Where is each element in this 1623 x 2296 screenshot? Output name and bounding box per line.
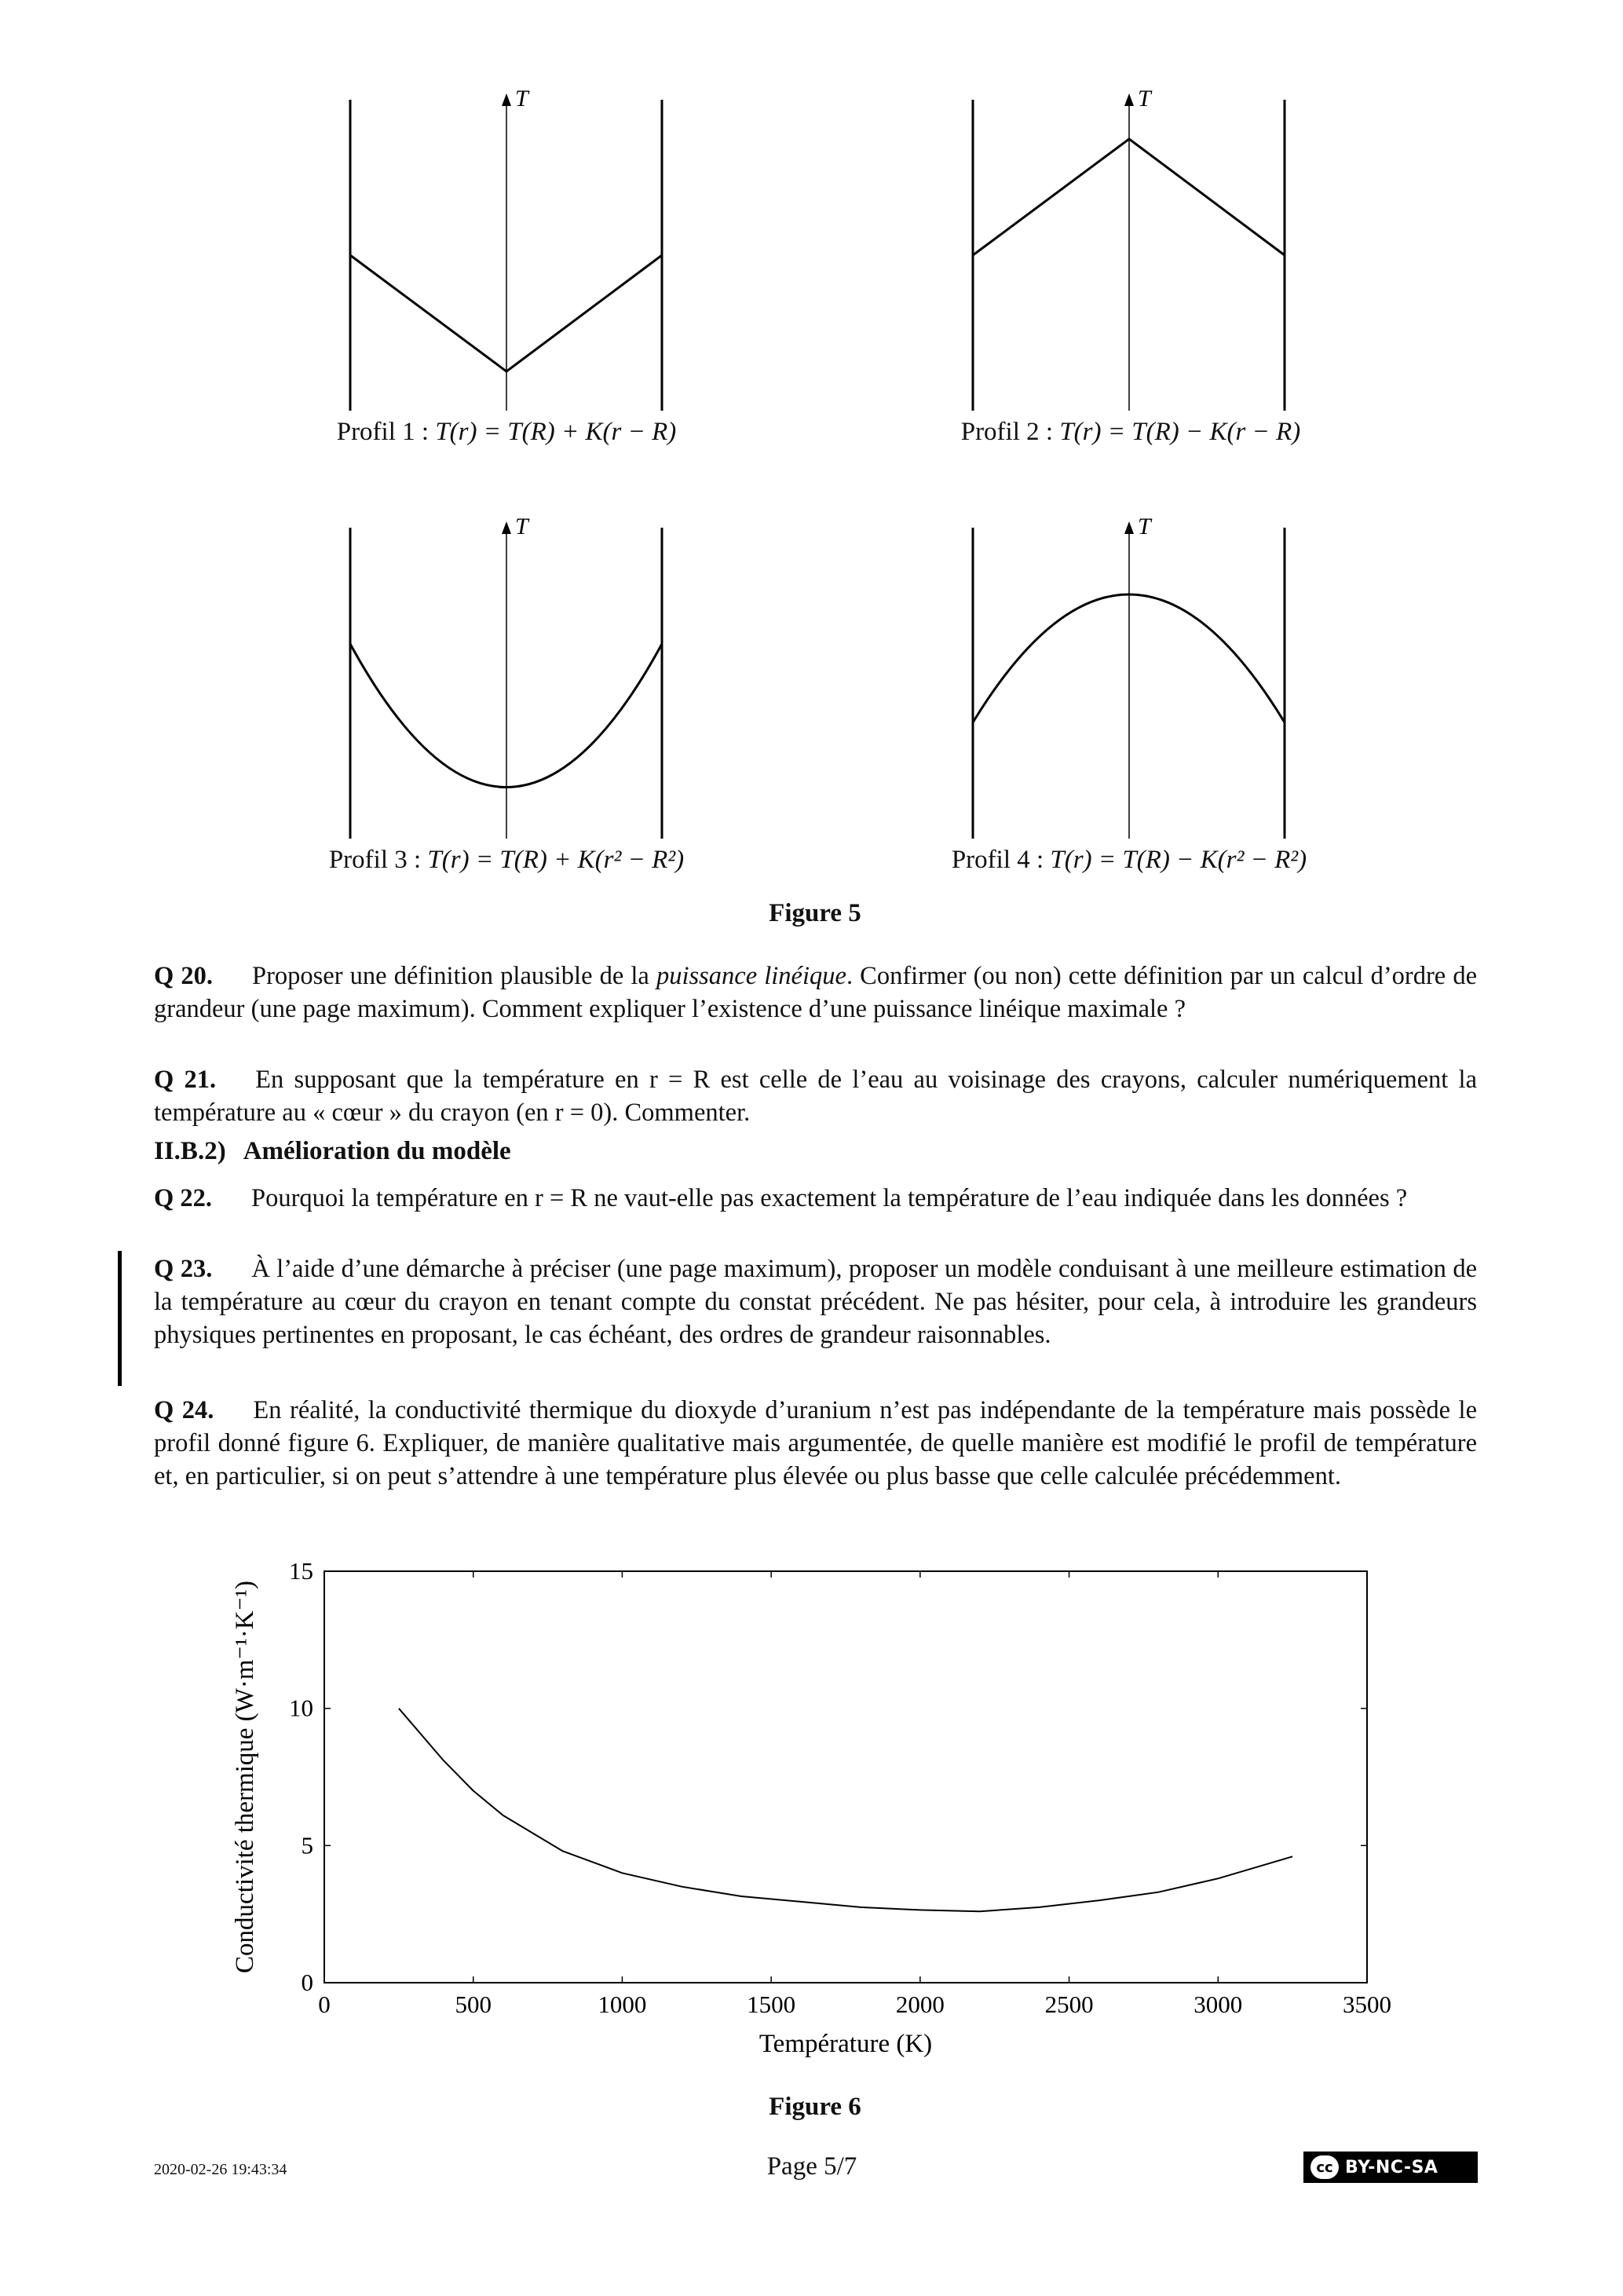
- t-axis-label: T: [515, 86, 528, 112]
- t-axis-arrow: [1124, 93, 1134, 106]
- y-tick-label: 0: [301, 1969, 313, 1996]
- timestamp: 2020-02-26 19:43:34: [154, 2161, 287, 2178]
- x-tick-label: 0: [318, 1991, 331, 2018]
- t-axis-arrow: [1124, 521, 1134, 534]
- y-tick-label: 5: [301, 1831, 313, 1859]
- t-axis-label: T: [1138, 86, 1151, 112]
- license-text: BY-NC-SA: [1345, 2157, 1438, 2177]
- y-tick-label: 15: [289, 1557, 313, 1585]
- figure-6-chart: [220, 1555, 1413, 2073]
- question-23: Q 23. À l’aide d’une démarche à préciser (une page maximum), proposer un modèle conduisant à une meilleure estimation de la température au cœur du crayon en tenant compte du constat précédent. Ne pas hésiter, pour cela, à introduire les grandeurs physiques pertinentes en proposant, le cas échéant, des ordres de grandeur raisonnables.: [154, 1255, 1478, 1349]
- x-axis-label: Température (K): [758, 2030, 933, 2058]
- question-21: Q 21. En supposant que la température en r = R est celle de l’eau au voisinage des crayons, calculer numériquement la température au « cœur » du crayon (en r = 0). Commenter.: [154, 1066, 1477, 1127]
- x-tick-label: 1000: [598, 1991, 647, 2018]
- conductivity-curve: [399, 1709, 1292, 1912]
- profile-3-caption: Profil 3 : T(r) = T(R) + K(r² − R²): [328, 846, 685, 874]
- figure-5-caption: Figure 5: [769, 899, 861, 927]
- question-22: Q 22. Pourquoi la température en r = R ne vaut-elle pas exactement la température de l’eau indiquée dans les données ?: [154, 1184, 1408, 1212]
- x-tick-label: 2000: [895, 1991, 945, 2018]
- x-tick-label: 2500: [1044, 1991, 1094, 2018]
- profile-4-caption: Profil 4 : T(r) = T(R) − K(r² − R²): [951, 846, 1307, 874]
- question-20: Q 20. Proposer une définition plausible de la puissance linéique. Confirmer (ou non) cette définition par un calcul d’ordre de grandeur (une page maximum). Comment expliquer l’existence d’une puissance linéique maximale ?: [154, 962, 1477, 1023]
- profile-1-graph: [345, 82, 675, 412]
- figure-6-caption: Figure 6: [769, 2093, 861, 2121]
- profile-2-caption: Profil 2 : T(r) = T(R) − K(r − R): [960, 418, 1301, 446]
- profile-2-graph: [968, 82, 1298, 412]
- y-axis-label: Conductivité thermique (W·m⁻¹·K⁻¹): [231, 1581, 259, 1973]
- profile-3-graph: [345, 510, 675, 840]
- plot-frame: [324, 1571, 1367, 1983]
- section-heading: II.B.2) Amélioration du modèle: [154, 1137, 511, 1165]
- profile-1-caption: Profil 1 : T(r) = T(R) + K(r − R): [336, 418, 677, 446]
- t-axis-arrow: [502, 93, 511, 106]
- t-axis-label: T: [1138, 514, 1151, 539]
- x-tick-label: 500: [455, 1991, 492, 2018]
- y-tick-label: 10: [289, 1694, 313, 1722]
- x-tick-label: 1500: [747, 1991, 796, 2018]
- y-ticks: [289, 1557, 1367, 1996]
- profile-4-graph: [968, 510, 1298, 840]
- license-badge: [1303, 2152, 1478, 2183]
- question-24: Q 24. En réalité, la conductivité thermique du dioxyde d’uranium n’est pas indépendante de la température mais possède le profil donné figure 6. Expliquer, de manière qualitative mais argumentée, de quelle manière est modifié le profil de température et, en particulier, si on peut s’attendre à une température plus élevée ou plus basse que celle calculée précédemment.: [154, 1396, 1477, 1490]
- x-tick-label: 3000: [1193, 1991, 1243, 2018]
- x-tick-label: 3500: [1343, 1991, 1391, 2018]
- t-axis-arrow: [502, 521, 511, 534]
- page-number: Page 5/7: [766, 2152, 857, 2181]
- change-bar: [118, 1251, 122, 1386]
- t-axis-label: T: [515, 514, 528, 539]
- cc-icon: cc: [1310, 2155, 1339, 2179]
